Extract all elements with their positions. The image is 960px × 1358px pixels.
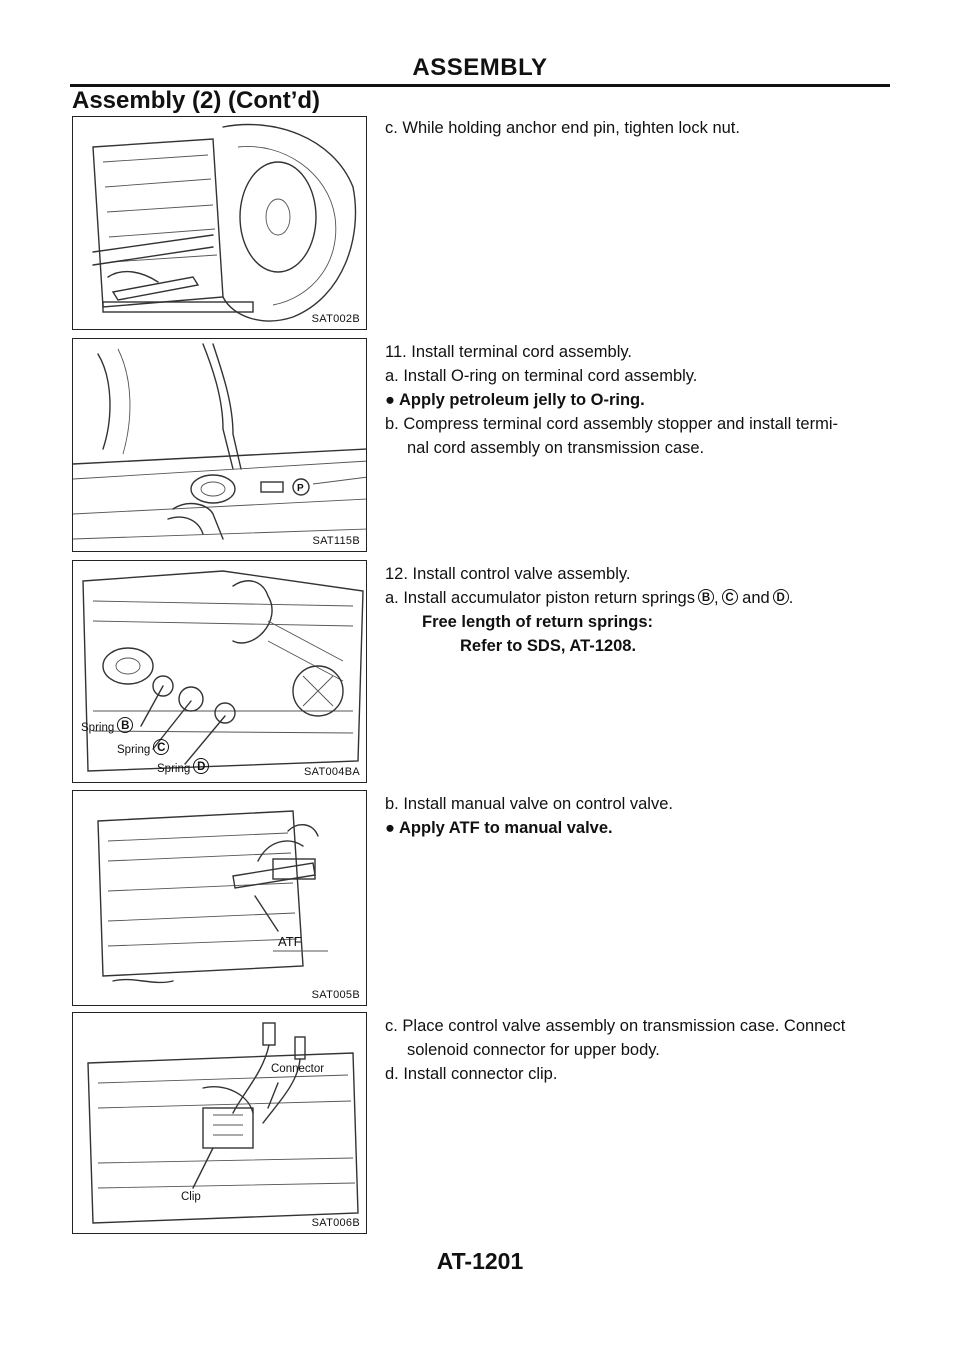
manual-valve-illustration <box>73 791 367 1006</box>
letter-c-icon: C <box>722 589 738 605</box>
instruction-line: c. Place control valve assembly on transmission case. Connect <box>385 1017 846 1035</box>
callout-atf: ATF <box>278 934 302 949</box>
figure-id: SAT115B <box>312 535 360 547</box>
callout-letter-b: B <box>117 717 133 733</box>
figure-transmission-lock-nut <box>72 116 367 330</box>
figure-terminal-cord <box>72 338 367 552</box>
letter-b-icon: B <box>698 589 714 605</box>
instruction-block-connector <box>385 1014 895 1086</box>
figure-id: SAT002B <box>311 313 360 325</box>
figure-id: SAT005B <box>311 989 360 1001</box>
bullet-icon: ● <box>385 391 395 409</box>
instruction-line: b. Install manual valve on control valve. <box>385 795 673 813</box>
callout-connector: Connector <box>271 1063 325 1075</box>
figure-id: SAT004BA <box>303 766 360 778</box>
section-title: Assembly (2) (Cont’d) <box>72 87 321 114</box>
instruction-block-lock-nut <box>385 116 895 140</box>
connector-clip-illustration <box>73 1013 367 1234</box>
page-number: AT-1201 <box>436 1248 524 1274</box>
callout-clip: Clip <box>181 1191 201 1203</box>
instruction-line: d. Install connector clip. <box>385 1065 558 1083</box>
spec-reference: Refer to SDS, AT-1208. <box>460 637 637 655</box>
instruction-block-control-valve <box>385 562 895 658</box>
callout-spring-d: Spring D <box>157 758 209 775</box>
callout-spring-c: Spring C <box>117 739 169 756</box>
instruction-line: b. Compress terminal cord assembly stopper and install termi- <box>385 415 839 433</box>
spec-label: Free length of return springs: <box>422 613 654 631</box>
transmission-illustration <box>73 117 367 330</box>
step-heading: 12. Install control valve assembly. <box>385 565 631 583</box>
header-title: ASSEMBLY <box>412 54 548 81</box>
figure-return-springs <box>72 560 367 783</box>
instruction-line: nal cord assembly on transmission case. <box>407 439 705 457</box>
instruction-line: c. While holding anchor end pin, tighten lock nut. <box>385 119 740 137</box>
terminal-cord-illustration <box>73 339 367 552</box>
instruction-block-terminal-cord <box>385 340 895 460</box>
caution-line: ● Apply petroleum jelly to O-ring. <box>385 388 895 412</box>
caution-line: ● Apply ATF to manual valve. <box>385 816 895 840</box>
figure-id: SAT006B <box>311 1217 360 1229</box>
bullet-icon: ● <box>385 819 395 837</box>
callout-letter-d: D <box>193 758 209 774</box>
instruction-line: solenoid connector for upper body. <box>407 1041 660 1059</box>
letter-d-icon: D <box>773 589 789 605</box>
instruction-line: a. Install O-ring on terminal cord assembly. <box>385 367 698 385</box>
instruction-block-manual-valve <box>385 792 895 840</box>
figure-connector-clip <box>72 1012 367 1234</box>
figure-manual-valve <box>72 790 367 1006</box>
callout-spring-b: Spring B <box>81 717 133 734</box>
instruction-line: a. Install accumulator piston return springs B , C and D . <box>385 589 794 607</box>
step-heading: 11. Install terminal cord assembly. <box>385 343 632 361</box>
svg-text:P: P <box>297 483 304 494</box>
callout-letter-c: C <box>153 739 169 755</box>
